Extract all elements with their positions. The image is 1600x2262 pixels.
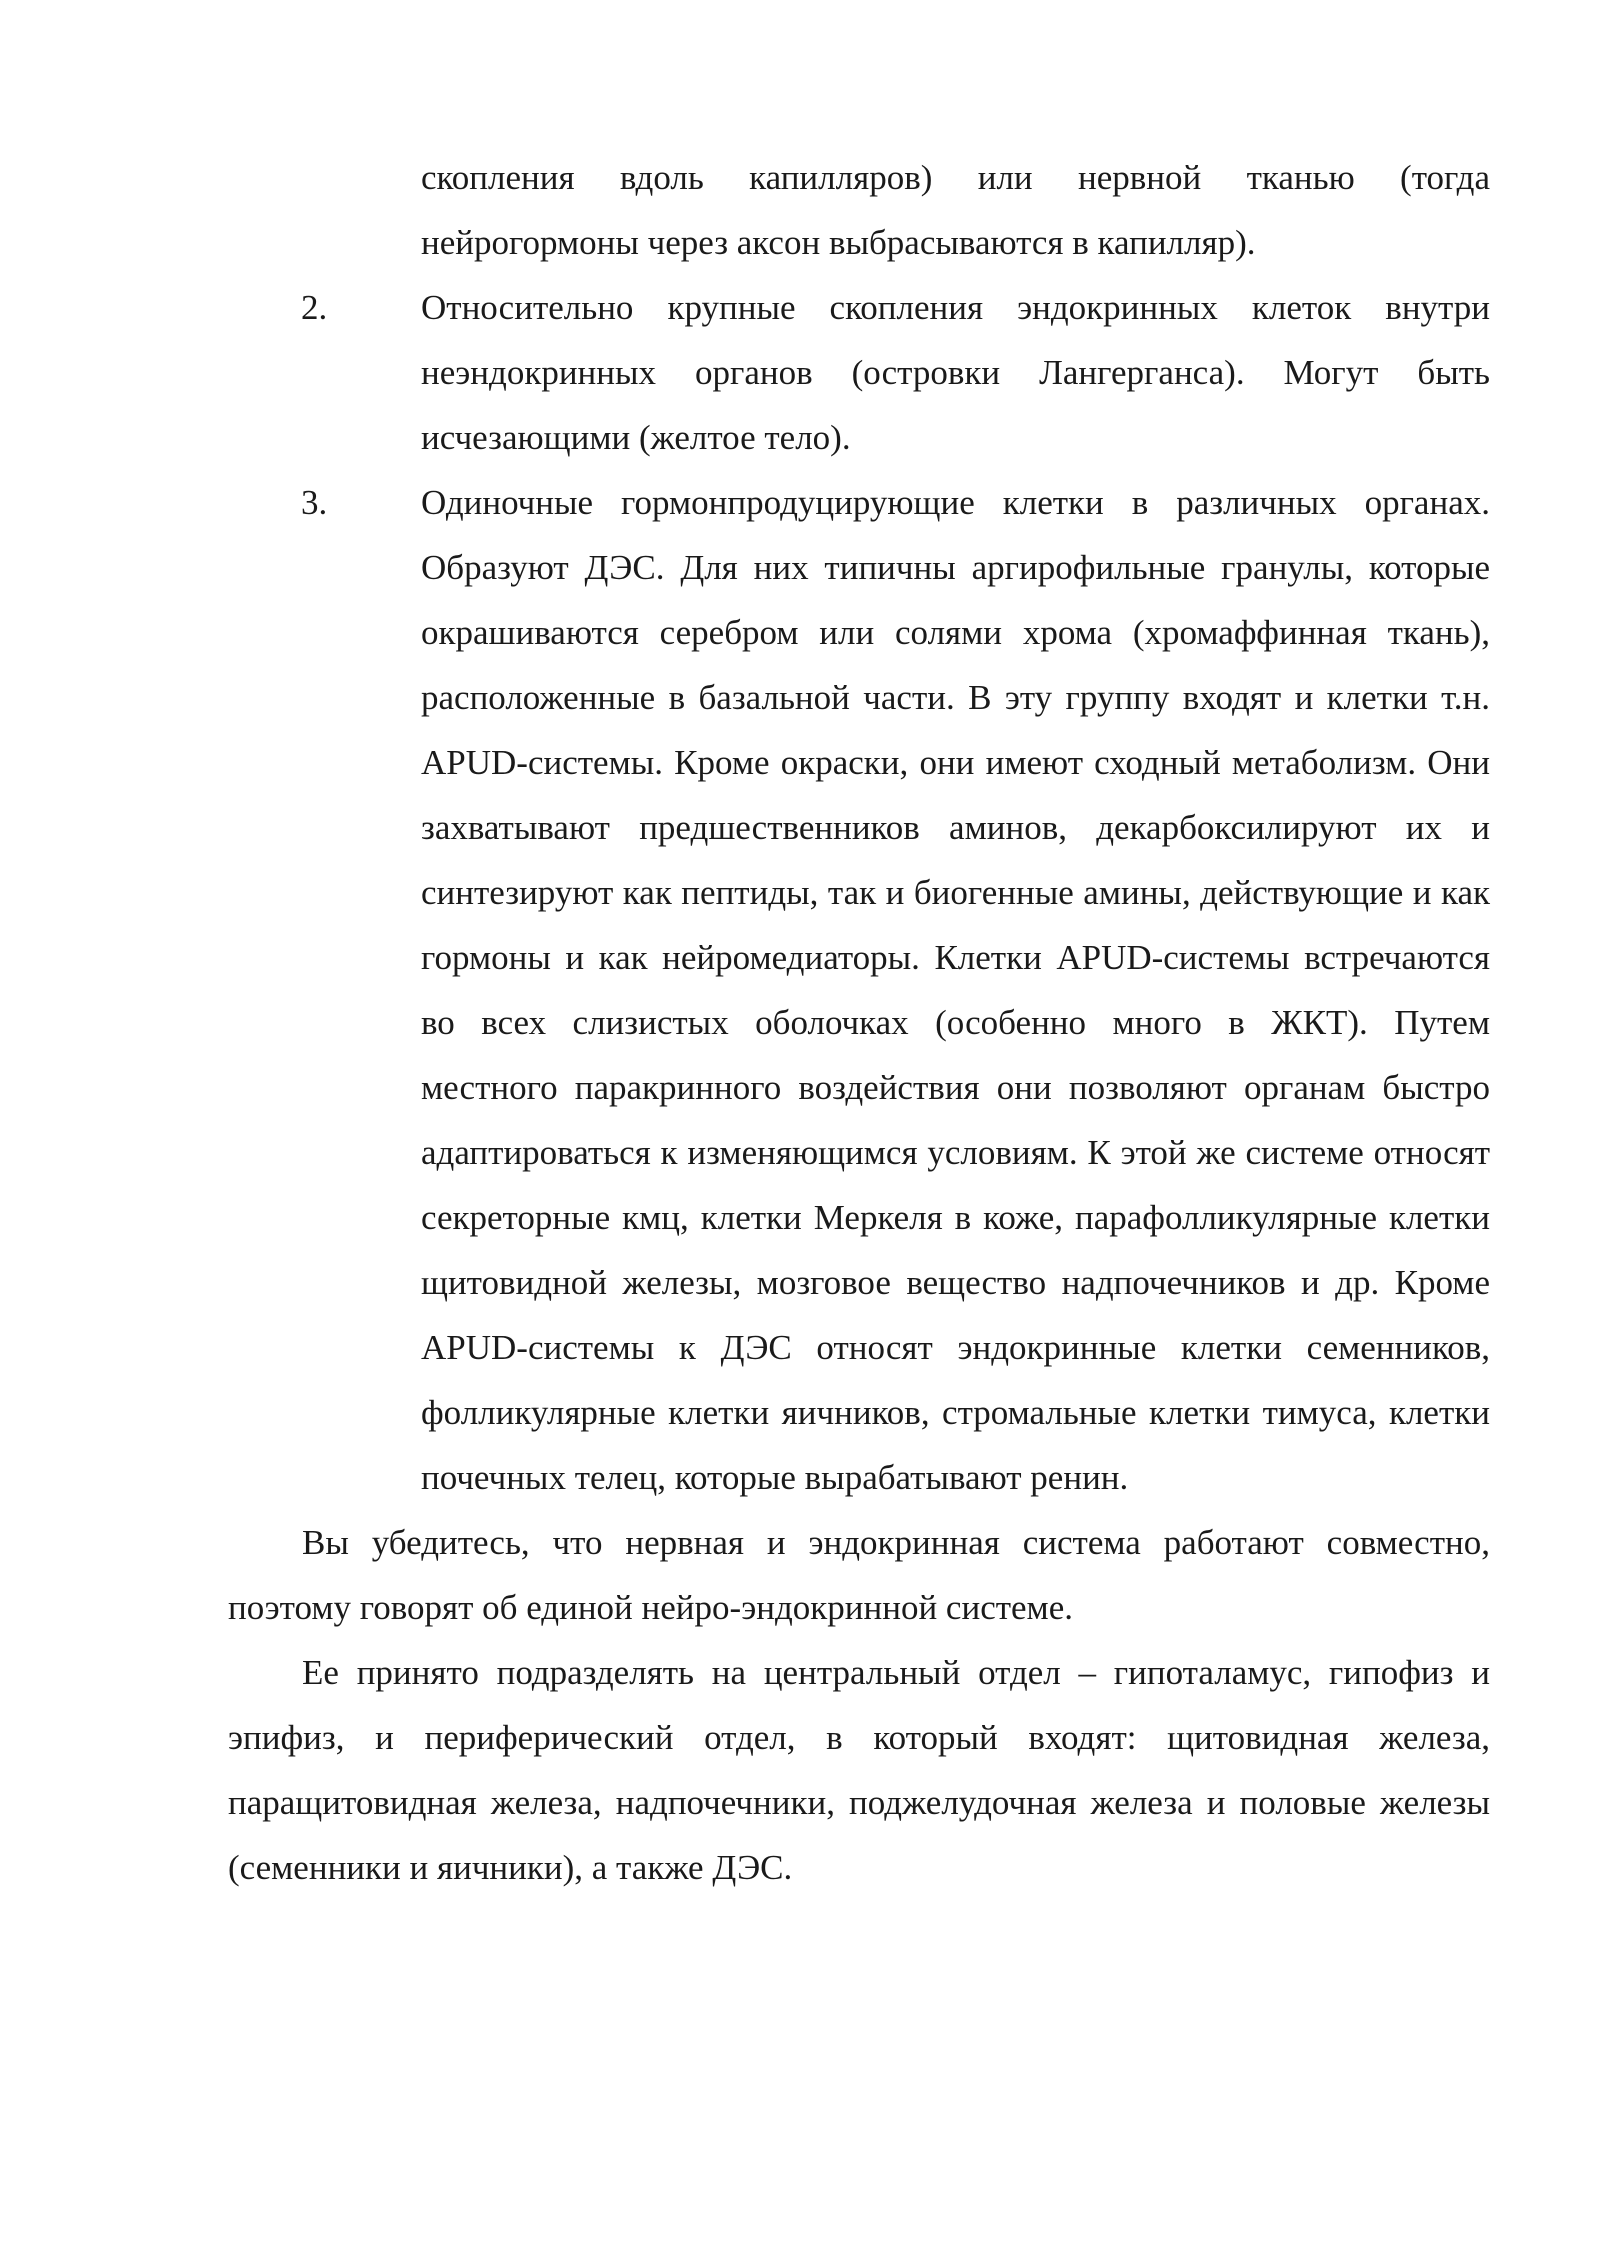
paragraph-divisions: Ее принято подразделять на центральный отдел – гипоталамус, гипофиз и эпифиз, и периферический отдел, в который входят: щитовидная железа, паращитовидная железа, надпочечники, поджелудочная железа и половые железы (семенники и яичники), а также ДЭС. — [228, 1653, 1490, 1887]
list-item-3 — [228, 470, 1490, 1510]
list-item-continuation — [228, 145, 1490, 275]
list-item-number: 3. — [301, 483, 328, 522]
numbered-list — [228, 145, 1490, 1510]
list-item-number: 2. — [301, 288, 328, 327]
list-item-text: Одиночные гормонпродуцирующие клетки в различных органах. Образуют ДЭС. Для них типичны аргирофильные гранулы, которые окрашиваются серебром или солями хрома (хромаффинная ткань), расположенные в базальной части. В эту группу входят и клетки т.н. APUD-системы. Кроме окраски, они имеют сходный метаболизм. Они захватывают предшественников аминов, декарбоксилируют их и синтезируют как пептиды, так и биогенные амины, действующие и как гормоны и как нейромедиаторы. Клетки APUD-системы встречаются во всех слизистых оболочках (особенно много в ЖКТ). Путем местного паракринного воздействия они позволяют органам быстро адаптироваться к изменяющимся условиям. К этой же системе относят секреторные кмц, клетки Меркеля в коже, парафолликулярные клетки щитовидной железы, мозговое вещество надпочечников и др. Кроме APUD-системы к ДЭС относят эндокринные клетки семенников, фолликулярные клетки яичников, стромальные клетки тимуса, клетки почечных телец, которые вырабатывают ренин. — [421, 483, 1490, 1497]
list-item-text: Относительно крупные скопления эндокринных клеток внутри неэндокринных органов (островки Лангерганса). Могут быть исчезающими (желтое тело). — [421, 288, 1490, 457]
list-item-2 — [228, 275, 1490, 470]
paragraph-neuroendocrine: Вы убедитесь, что нервная и эндокринная система работают совместно, поэтому говорят об единой нейро-эндокринной системе. — [228, 1523, 1490, 1627]
list-item-text: скопления вдоль капилляров) или нервной тканью (тогда нейрогормоны через аксон выбрасываются в капилляр). — [421, 158, 1490, 262]
document-body — [228, 145, 1490, 1900]
